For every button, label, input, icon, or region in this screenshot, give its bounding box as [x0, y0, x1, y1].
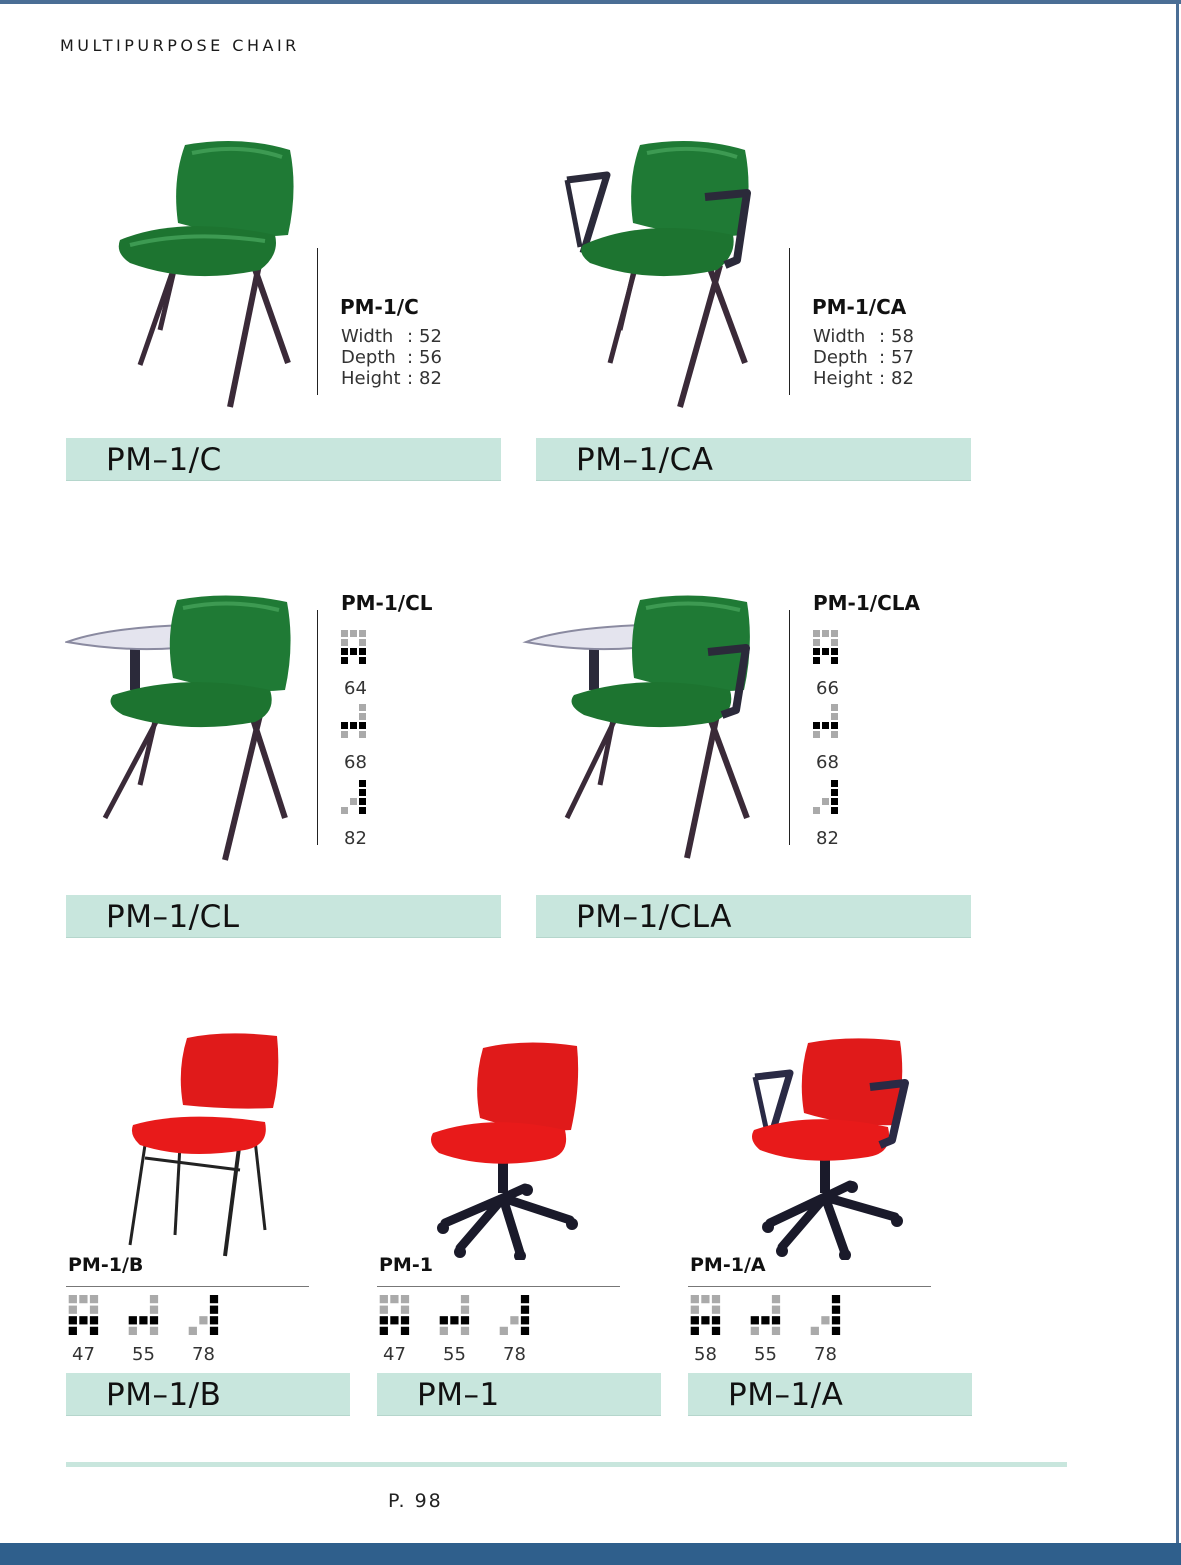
banner-label: PM–1/B [106, 1377, 222, 1413]
chair-pm-1-cla-image [522, 590, 757, 865]
divider-line [317, 248, 318, 395]
product-code: PM-1/A [690, 1254, 766, 1276]
chair-pm-1-c-image [100, 135, 300, 410]
depth-value: 55 [443, 1344, 466, 1365]
banner-label: PM–1/C [106, 442, 222, 478]
product-code: PM-1/CL [341, 591, 433, 615]
width-icon [813, 630, 839, 664]
height-value: 78 [814, 1344, 837, 1365]
depth-icon [128, 1295, 160, 1335]
height-icon [341, 780, 367, 814]
width-value: 47 [383, 1344, 406, 1365]
product-code: PM-1/B [68, 1254, 144, 1276]
product-code: PM-1/C [340, 295, 419, 319]
divider-line [377, 1286, 620, 1287]
height-icon [810, 1295, 842, 1335]
chair-pm-1-ca-image [555, 135, 765, 410]
height-value: 78 [503, 1344, 526, 1365]
bottom-frame-band [0, 1543, 1181, 1565]
height-value: 82 [344, 828, 367, 849]
product-code: PM-1/CA [812, 295, 907, 319]
height-icon [813, 780, 839, 814]
depth-value: 68 [816, 752, 839, 773]
product-banner [536, 895, 971, 937]
width-icon [379, 1295, 411, 1335]
banner-label: PM–1/A [728, 1377, 844, 1413]
chair-pm-1-cl-image [65, 590, 300, 865]
depth-icon [439, 1295, 471, 1335]
product-banner [66, 895, 501, 937]
depth-icon [341, 704, 367, 738]
chair-pm-1-b-image [125, 1030, 285, 1258]
width-icon [690, 1295, 722, 1335]
height-icon [188, 1295, 220, 1335]
banner-label: PM–1 [417, 1377, 500, 1413]
width-value: 47 [72, 1344, 95, 1365]
product-code: PM-1 [379, 1254, 433, 1276]
divider-line [688, 1286, 931, 1287]
page-number: P. 98 [388, 1490, 443, 1512]
width-icon [341, 630, 367, 664]
height-icon [499, 1295, 531, 1335]
height-value: 78 [192, 1344, 215, 1365]
spec-list: Width : 58 Depth : 57 Height : 82 [813, 326, 914, 389]
spec-list: Width : 52 Depth : 56 Height : 82 [341, 326, 442, 389]
height-value: 82 [816, 828, 839, 849]
depth-value: 55 [132, 1344, 155, 1365]
banner-label: PM–1/CL [106, 899, 240, 935]
depth-value: 68 [344, 752, 367, 773]
divider-line [317, 610, 318, 845]
product-banner [66, 1373, 350, 1415]
width-value: 66 [816, 678, 839, 699]
divider-line [66, 1286, 309, 1287]
width-icon [68, 1295, 100, 1335]
product-code: PM-1/CLA [813, 591, 920, 615]
section-title: MULTIPURPOSE CHAIR [60, 36, 300, 55]
width-value: 58 [694, 1344, 717, 1365]
banner-label: PM–1/CLA [576, 899, 732, 935]
right-frame-line [1176, 0, 1179, 1565]
depth-icon [750, 1295, 782, 1335]
top-frame-line [0, 0, 1181, 4]
chair-pm-1-image [425, 1038, 585, 1260]
product-banner [377, 1373, 661, 1415]
product-banner [536, 438, 971, 480]
depth-value: 55 [754, 1344, 777, 1365]
divider-line [789, 610, 790, 845]
chair-pm-1-a-image [740, 1035, 910, 1260]
product-banner [66, 438, 501, 480]
depth-icon [813, 704, 839, 738]
divider-line [789, 248, 790, 395]
banner-label: PM–1/CA [576, 442, 714, 478]
footer-rule [66, 1462, 1067, 1467]
product-banner [688, 1373, 972, 1415]
width-value: 64 [344, 678, 367, 699]
